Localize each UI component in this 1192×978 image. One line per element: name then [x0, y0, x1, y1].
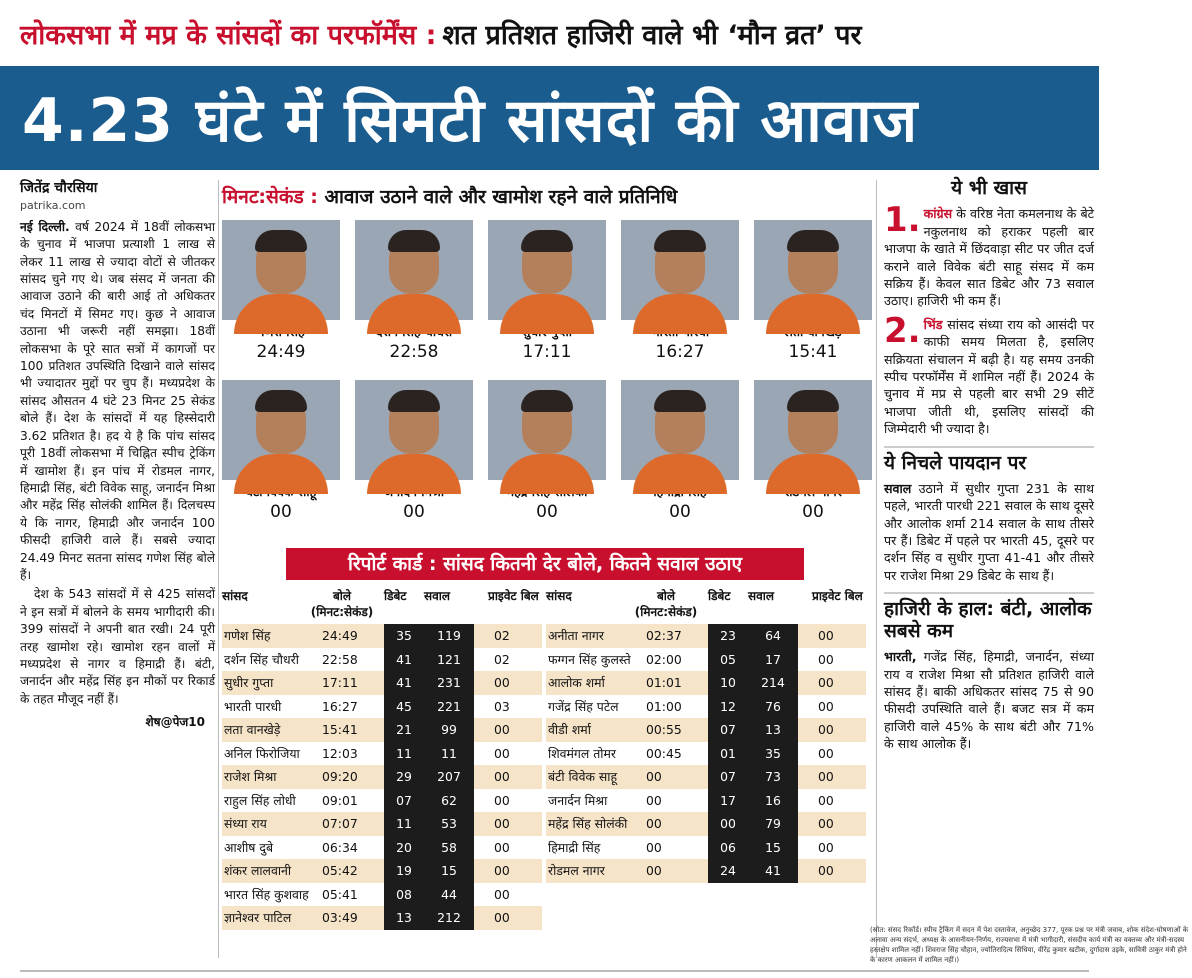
- cell-questions: 16: [748, 789, 798, 813]
- cell-debate: 23: [708, 624, 748, 648]
- sidebar-point-2: [884, 310, 1094, 438]
- mp-card: [621, 380, 739, 540]
- para-text: उठाने में सुधीर गुप्ता 231 के साथ पहले, भारती पारधी 221 सवाल के साथ दूसरे और आलोक शर्मा 214 सवाल के साथ तीसरे पर हैं। डिबेट में पहले पर भारती 45, दूसरे पर दर्शन सिंह व सुधीर गुप्ता 41-41 और तीसरे पर राजेश मिश्रा 29 डिबेट के साथ हैं।: [884, 480, 1094, 583]
- section-heading-black: आवाज उठाने वाले और खामोश रहने वाले प्रतिनिधि: [324, 186, 678, 208]
- cell-private-bill: 02: [494, 628, 510, 644]
- cell-private-bill: 00: [818, 722, 834, 738]
- cell-spoke-time: 00: [646, 863, 662, 879]
- mp-photo: [355, 380, 473, 480]
- cell-spoke-time: 01:00: [646, 698, 682, 714]
- cell-mp-name: बंटी विवेक साहू: [548, 769, 618, 785]
- cell-questions: 99: [424, 718, 474, 742]
- cell-debate: 29: [384, 765, 424, 789]
- cell-mp-name: लता वानखेड़े: [224, 722, 281, 738]
- sidebar: [884, 177, 1095, 753]
- cell-questions: 214: [748, 671, 798, 695]
- photo-body-shape: [234, 454, 328, 494]
- cell-questions: 44: [424, 883, 474, 907]
- cell-private-bill: 00: [818, 816, 834, 832]
- table-row: [546, 859, 866, 883]
- table-header: [546, 588, 866, 624]
- table-row: [546, 836, 866, 860]
- cell-debate: 21: [384, 718, 424, 742]
- col-header-mp: सांसद: [222, 589, 248, 603]
- col-header-debate: डिबेट: [384, 589, 407, 603]
- mp-speaking-time: 17:11: [522, 342, 572, 362]
- mp-photo: [754, 380, 872, 480]
- cell-spoke-time: 02:37: [646, 628, 682, 644]
- col-header-debate: डिबेट: [708, 589, 731, 603]
- point-lead: भिंड: [923, 316, 943, 332]
- cell-questions: 221: [424, 695, 474, 719]
- cell-questions: 212: [424, 906, 474, 930]
- cell-debate: 13: [384, 906, 424, 930]
- sidebar-para-3: [884, 480, 1094, 584]
- point-number: 2.: [884, 310, 921, 351]
- cell-spoke-time: 17:11: [322, 675, 358, 691]
- cell-questions: 76: [748, 695, 798, 719]
- table-row: [222, 648, 542, 672]
- cell-private-bill: 03: [494, 698, 510, 714]
- mp-speaking-time: 22:58: [389, 342, 439, 362]
- cell-private-bill: 00: [818, 769, 834, 785]
- cell-private-bill: 00: [818, 792, 834, 808]
- table-body: [222, 624, 542, 930]
- point-text: के वरिष्ठ नेता कमलनाथ के बेटे नकुलनाथ को हराकर पहली बार भाजपा के खाते में छिंदवाड़ा सीट पर जीत दर्ज कराने वाले विवेक बंटी साहू संसद में कम सक्रिय हैं। केवल सात डिबेट और 73 सवाल उठाए। हाजिरी भी कम हैं।: [884, 206, 1095, 309]
- photo-hair-shape: [521, 390, 573, 412]
- para-text: गजेंद्र सिंह, हिमाद्री, जनार्दन, संध्या राय व राजेश मिश्रा सौ प्रतिशत हाजिरी वाले सांसद हैं। बाकी अधिकतर सांसद 75 से 90 फीसदी उपस्थिति वाले हैं। बजट सत्र में कम हाजिरी वाले 45% के साथ बंटी और 71% के साथ आलोक हैं।: [884, 649, 1094, 752]
- mp-grid: [222, 220, 872, 540]
- mp-photo: [222, 220, 340, 320]
- mp-photo: [355, 220, 473, 320]
- mp-card: [222, 380, 340, 540]
- col-header-private-bill: प्राइवेट बिल: [812, 589, 863, 603]
- cell-spoke-time: 00:45: [646, 745, 682, 761]
- photo-body-shape: [633, 454, 727, 494]
- point-number: 1.: [884, 200, 921, 241]
- mp-photo: [222, 380, 340, 480]
- cell-mp-name: अनीता नागर: [548, 628, 604, 644]
- col-header-questions: सवाल: [424, 589, 451, 603]
- mp-speaking-time: 16:27: [655, 342, 705, 362]
- cell-spoke-time: 05:42: [322, 863, 358, 879]
- table-header: [222, 588, 542, 624]
- cell-mp-name: ज्ञानेश्वर पाटिल: [224, 910, 292, 926]
- photo-hair-shape: [388, 390, 440, 412]
- table-row: [222, 789, 542, 813]
- mp-card: [488, 220, 606, 380]
- sidebar-para-4: [884, 648, 1094, 752]
- photo-body-shape: [766, 454, 860, 494]
- cell-spoke-time: 12:03: [322, 745, 358, 761]
- mp-photo: [621, 380, 739, 480]
- table-row: [546, 671, 866, 695]
- cell-questions: 231: [424, 671, 474, 695]
- cell-spoke-time: 06:34: [322, 839, 358, 855]
- mp-photo: [488, 380, 606, 480]
- table-row: [222, 624, 542, 648]
- cell-spoke-time: 00: [646, 792, 662, 808]
- photo-hair-shape: [388, 230, 440, 252]
- cell-debate: 17: [708, 789, 748, 813]
- mp-card: [222, 220, 340, 380]
- cell-debate: 24: [708, 859, 748, 883]
- cell-private-bill: 00: [494, 910, 510, 926]
- cell-mp-name: भारती पारधी: [224, 698, 282, 714]
- cell-spoke-time: 00: [646, 816, 662, 832]
- cell-debate: 01: [708, 742, 748, 766]
- cell-spoke-time: 00: [646, 769, 662, 785]
- sidebar-heading: ये भी खास: [951, 177, 1027, 199]
- section-heading: [222, 178, 872, 214]
- table-row: [546, 789, 866, 813]
- table-row: [546, 742, 866, 766]
- mp-speaking-time: 15:41: [788, 342, 838, 362]
- article-para-1: [20, 219, 215, 585]
- cell-spoke-time: 07:07: [322, 816, 358, 832]
- col-header-private-bill: प्राइवेट बिल: [488, 589, 539, 603]
- cell-mp-name: दर्शन सिंह चौधरी: [224, 651, 299, 667]
- table-row: [222, 695, 542, 719]
- cell-spoke-time: 00:55: [646, 722, 682, 738]
- cell-questions: 11: [424, 742, 474, 766]
- cell-private-bill: 00: [818, 675, 834, 691]
- cell-questions: 17: [748, 648, 798, 672]
- cell-questions: 207: [424, 765, 474, 789]
- cell-spoke-time: 02:00: [646, 651, 682, 667]
- cell-questions: 15: [424, 859, 474, 883]
- cell-debate: 05: [708, 648, 748, 672]
- cell-private-bill: 00: [494, 722, 510, 738]
- cell-debate: 11: [384, 812, 424, 836]
- col-header-mp: सांसद: [546, 589, 572, 603]
- table-row: [546, 812, 866, 836]
- cell-private-bill: 00: [818, 839, 834, 855]
- table-row: [222, 718, 542, 742]
- sidebar-point-1: [884, 200, 1095, 309]
- mp-card: [754, 380, 872, 540]
- photo-hair-shape: [787, 230, 839, 252]
- cell-debate: 07: [384, 789, 424, 813]
- cell-private-bill: 00: [494, 816, 510, 832]
- cell-mp-name: सुधीर गुप्ता: [224, 675, 274, 691]
- cell-debate: 12: [708, 695, 748, 719]
- report-card-title: रिपोर्ट कार्ड : सांसद कितनी देर बोले, कितने सवाल उठाए: [286, 548, 804, 580]
- col-header-questions: सवाल: [748, 589, 775, 603]
- cell-spoke-time: 16:27: [322, 698, 358, 714]
- photo-hair-shape: [654, 390, 706, 412]
- cell-questions: 35: [748, 742, 798, 766]
- table-row: [222, 742, 542, 766]
- cell-spoke-time: 09:01: [322, 792, 358, 808]
- cell-questions: 53: [424, 812, 474, 836]
- cell-spoke-time: 00: [646, 839, 662, 855]
- cell-mp-name: महेंद्र सिंह सोलंकी: [548, 816, 628, 832]
- cell-private-bill: 00: [494, 745, 510, 761]
- mp-speaking-time: 00: [802, 502, 824, 522]
- cell-debate: 41: [384, 648, 424, 672]
- cell-debate: 07: [708, 718, 748, 742]
- table-row: [546, 648, 866, 672]
- table-body: [546, 624, 866, 883]
- cell-mp-name: आशीष दुबे: [224, 839, 274, 855]
- site-name: patrika.com: [20, 199, 86, 213]
- article-para-2: देश के 543 सांसदों में से 425 सांसदों ने इन सत्रों में बोलने के समय भागीदारी की। 399 सांसदों ने अपनी बात रखी। 24 पूरी तरह खामोश रहे। खामोश रहन वालों में मध्यप्रदेश से नागर व हिमाद्री हैं। बंटी, जनार्दन और महेंद्र सिंह इन मौकों पर रिकार्ड के तहत मौजूद नहीं हैं।: [20, 587, 215, 706]
- col-header-spoke: बोले (मिनट:सेकंड): [310, 589, 374, 619]
- cell-mp-name: रोडमल नागर: [548, 863, 605, 879]
- photo-body-shape: [500, 294, 594, 334]
- headline: 4.23 घंटे में सिमटी सांसदों की आवाज: [0, 66, 1099, 170]
- mp-photo: [754, 220, 872, 320]
- cell-private-bill: 00: [494, 769, 510, 785]
- cell-spoke-time: 05:41: [322, 886, 358, 902]
- table-row: [546, 718, 866, 742]
- photo-body-shape: [367, 454, 461, 494]
- cell-mp-name: गजेंद्र सिंह पटेल: [548, 698, 619, 714]
- mp-speaking-time: 24:49: [256, 342, 306, 362]
- cell-questions: 13: [748, 718, 798, 742]
- kicker-red: लोकसभा में मप्र के सांसदों का परफॉर्मेंस :: [20, 19, 437, 51]
- cell-questions: 15: [748, 836, 798, 860]
- cell-spoke-time: 15:41: [322, 722, 358, 738]
- para1-text: वर्ष 2024 में 18वीं लोकसभा के चुनाव में भाजपा प्रत्याशी 1 लाख से लेकर 11 लाख से ज्यादा वोटों से जीतकर सांसद चुने गए थे। जब संसद में जनता की आवाज उठाने की बारी आई तो अधिकतर चंद मिनटों में सिमट गए। कुछ ने आवाज उठाना भी जरूरी नहीं समझा। 18वीं लोकसभा के पूरे सात सत्रों में कागजों पर 100 प्रतिशत उपस्थिति दिखाने वाले सांसद भी ज्यादातर मुद्दों पर चुप हैं। मध्यप्रदेश के सांसद औसतन 4 घंटे 23 मिनट 25 सेकंड बोले हैं। देश के सांसदों में यह हिस्सेदारी 3.62 प्रतिशत है। हद ये है कि पांच सांसद पूरी 18वीं लोकसभा में चिह्नित स्पीच ट्रेकिंग में खामोश हैं। इन पांच में रोडमल नागर, हिमाद्री सिंह, बंटी विवेक साहू, जनार्दन मिश्रा और महेंद्र सिंह सोलंकी शामिल हैं। दिलचस्प ये कि नागर, हिमाद्री और जनार्दन 100 फीसदी हाजिरी वाले हैं। सबसे ज्यादा 24.49 मिनट सतना सांसद गणेश सिंह बोले हैं।: [20, 219, 216, 582]
- photo-hair-shape: [787, 390, 839, 412]
- continued-label: शेष@पेज10: [145, 715, 205, 730]
- byline: जितेंद्र चौरसिया: [20, 180, 98, 196]
- cell-mp-name: शंकर लालवानी: [224, 863, 292, 879]
- kicker: [0, 0, 1099, 66]
- cell-private-bill: 00: [494, 675, 510, 691]
- cell-private-bill: 00: [818, 628, 834, 644]
- photo-body-shape: [500, 454, 594, 494]
- mp-card: [355, 220, 473, 380]
- bottom-rule: [20, 970, 1089, 972]
- section-heading-red: मिनट:सेकंड :: [222, 186, 318, 208]
- cell-mp-name: राहुल सिंह लोधी: [224, 792, 296, 808]
- cell-spoke-time: 09:20: [322, 769, 358, 785]
- sidebar-heading-3: हाजिरी के हाल: बंटी, आलोक सबसे कम: [884, 592, 1094, 642]
- report-table-left: [222, 588, 542, 930]
- cell-mp-name: राजेश मिश्रा: [224, 769, 277, 785]
- table-row: [546, 624, 866, 648]
- cell-mp-name: हिमाद्री सिंह: [548, 839, 601, 855]
- point-text: सांसद संध्या राय को आसंदी पर काफी समय मिलता है, इसलिए सक्रियता संचालन में बढ़ी है। यह समय उनकी स्पीच परफॉर्मेंस में शामिल नहीं हैं। 2024 के चुनाव में मप्र से पहली बार सभी 29 सीटें भाजपा जीती थी, इसलिए सांसदों की जिम्मेदारी भी ज्यादा है।: [884, 316, 1094, 437]
- cell-private-bill: 00: [494, 863, 510, 879]
- cell-mp-name: जनार्दन मिश्रा: [548, 792, 608, 808]
- cell-mp-name: गणेश सिंह: [224, 628, 271, 644]
- cell-questions: 41: [748, 859, 798, 883]
- cell-debate: 00: [708, 812, 748, 836]
- cell-debate: 35: [384, 624, 424, 648]
- photo-hair-shape: [255, 230, 307, 252]
- column-divider: [876, 180, 877, 958]
- cell-private-bill: 00: [818, 745, 834, 761]
- point-lead: कांग्रेस: [923, 206, 953, 222]
- table-row: [222, 883, 542, 907]
- sidebar-heading-2: ये निचले पायदान पर: [884, 446, 1094, 474]
- cell-questions: 79: [748, 812, 798, 836]
- cell-debate: 11: [384, 742, 424, 766]
- table-row: [222, 836, 542, 860]
- cell-questions: 64: [748, 624, 798, 648]
- table-row: [222, 859, 542, 883]
- cell-debate: 10: [708, 671, 748, 695]
- cell-questions: 58: [424, 836, 474, 860]
- cell-questions: 121: [424, 648, 474, 672]
- kicker-black: शत प्रतिशत हाजिरी वाले भी ‘मौन व्रत’ पर: [442, 19, 862, 51]
- cell-debate: 41: [384, 671, 424, 695]
- mp-card: [355, 380, 473, 540]
- cell-debate: 06: [708, 836, 748, 860]
- dateline: नई दिल्ली.: [20, 219, 70, 234]
- photo-hair-shape: [521, 230, 573, 252]
- col-header-spoke: बोले (मिनट:सेकंड): [634, 589, 698, 619]
- mp-speaking-time: 00: [270, 502, 292, 522]
- table-row: [222, 906, 542, 930]
- cell-debate: 45: [384, 695, 424, 719]
- mp-card: [621, 220, 739, 380]
- mp-speaking-time: 00: [669, 502, 691, 522]
- cell-debate: 19: [384, 859, 424, 883]
- para-lead: सवाल: [884, 480, 912, 496]
- cell-questions: 119: [424, 624, 474, 648]
- cell-private-bill: 00: [494, 792, 510, 808]
- cell-debate: 07: [708, 765, 748, 789]
- cell-debate: 08: [384, 883, 424, 907]
- cell-mp-name: भारत सिंह कुशवाह: [224, 886, 309, 902]
- cell-mp-name: आलोक शर्मा: [548, 675, 605, 691]
- cell-private-bill: 00: [494, 839, 510, 855]
- mp-photo: [488, 220, 606, 320]
- mp-section: [222, 178, 872, 540]
- column-divider: [218, 180, 219, 958]
- cell-mp-name: शिवमंगल तोमर: [548, 745, 616, 761]
- photo-body-shape: [367, 294, 461, 334]
- cell-questions: 73: [748, 765, 798, 789]
- cell-private-bill: 00: [494, 886, 510, 902]
- cell-private-bill: 02: [494, 651, 510, 667]
- table-row: [546, 695, 866, 719]
- mp-card: [754, 220, 872, 380]
- cell-private-bill: 00: [818, 698, 834, 714]
- photo-body-shape: [766, 294, 860, 334]
- cell-private-bill: 00: [818, 863, 834, 879]
- cell-questions: 62: [424, 789, 474, 813]
- cell-debate: 20: [384, 836, 424, 860]
- photo-body-shape: [633, 294, 727, 334]
- table-row: [546, 765, 866, 789]
- mp-card: [488, 380, 606, 540]
- table-row: [222, 671, 542, 695]
- cell-spoke-time: 24:49: [322, 628, 358, 644]
- para-lead: भारती,: [884, 649, 917, 665]
- mp-photo: [621, 220, 739, 320]
- mp-speaking-time: 00: [536, 502, 558, 522]
- cell-spoke-time: 01:01: [646, 675, 682, 691]
- cell-spoke-time: 22:58: [322, 651, 358, 667]
- photo-hair-shape: [255, 390, 307, 412]
- mp-speaking-time: 00: [403, 502, 425, 522]
- cell-private-bill: 00: [818, 651, 834, 667]
- table-row: [222, 765, 542, 789]
- cell-spoke-time: 03:49: [322, 910, 358, 926]
- cell-mp-name: वीडी शर्मा: [548, 722, 591, 738]
- article-column: [20, 180, 215, 978]
- photo-hair-shape: [654, 230, 706, 252]
- cell-mp-name: अनिल फिरोजिया: [224, 745, 300, 761]
- cell-mp-name: फग्गन सिंह कुलस्ते: [548, 651, 631, 667]
- cell-mp-name: संध्या राय: [224, 816, 267, 832]
- table-row: [222, 812, 542, 836]
- source-note: (स्रोत: संसद रिकॉर्ड। स्पीच ट्रैकिंग में सदन में पेश दस्तावेज, अनुच्छेद 377, पूरक प्रश्न पर मंत्री जवाब, शोक संदेश-घोषणाओं के अलावा अन्य संदर्भ, अध्यक्ष के आसनीयन-निर्णय, राज्यसभा में मंत्री भागीदारी, संसदीय कार्य मंत्री का वक्तव्य और मंत्री-सदस्य हस्तक्षेप शामिल नहीं। शिवराज सिंह चौहान, ज्योतिरादित्य सिंधिया, वीरेंद्र कुमार खटीक, दुर्गादास उइके, सावित्री ठाकुर मंत्री होने के कारण आकलन में शामिल नहीं।): [870, 926, 1189, 964]
- photo-body-shape: [234, 294, 328, 334]
